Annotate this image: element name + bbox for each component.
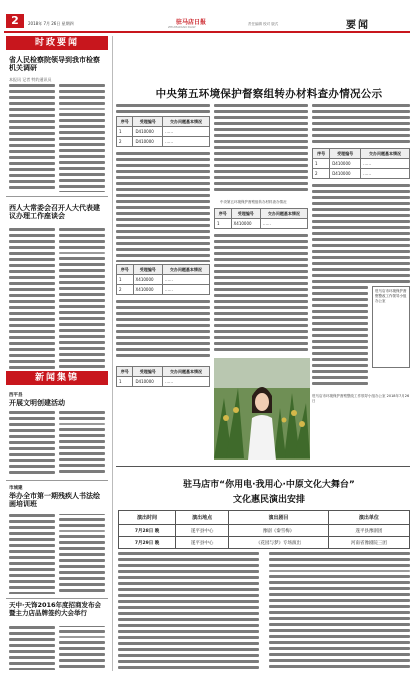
- banner-headline: 中央第五环境保护督察组转办材料查办情况公示: [155, 88, 383, 100]
- bottom-headline-1: 驻马店市“你用电·我用心·中原文化大舞台”: [183, 480, 355, 490]
- column-separator: [112, 36, 113, 671]
- page-number-badge: 2: [6, 14, 24, 28]
- table-5: 序号 受理编号 交办问题基本情况 1 D410000 …… 2 D410000 ……: [312, 148, 410, 179]
- story5-headline: 天中·天饰2016年度招商发布会暨主力店品牌签约大会举行: [9, 601, 102, 617]
- story1-byline: 本报讯 记者 特约通讯员: [9, 77, 52, 82]
- table-4-caption: 中央第五环境保护督察组转办材料查办情况: [220, 200, 287, 204]
- main-col-c: [312, 104, 410, 464]
- editor-line: 责任编辑 校对 版式: [248, 22, 279, 26]
- story3-kicker: 西平县: [9, 393, 23, 398]
- footer-note: 驻马店市环境保护督察整改工作领导小组办公室 2018年7月26日: [312, 394, 410, 403]
- section-name: 要闻: [346, 20, 370, 31]
- table-row: 7月28日 晚 遂平县中心 豫剧《秦雪梅》 遂平县豫剧团: [119, 525, 410, 537]
- table-header-row: 演出时间 演出地点 演出剧目 演出单位: [119, 511, 410, 525]
- section-title-news-digest: 新闻集锦: [6, 371, 108, 385]
- divider: [6, 480, 108, 481]
- date-line: 2018年 7月 26日 星期四: [28, 21, 74, 26]
- news-photo: [214, 358, 310, 460]
- story1-headline: 省人民检察院领导到我市检察机关调研: [9, 56, 100, 73]
- bottom-headline-2: 文化惠民演出安排: [232, 495, 305, 505]
- photo-image: [214, 358, 310, 460]
- masthead-en: ZHUMADIAN DAILY: [168, 25, 196, 29]
- table-1: 序号 受理编号 交办问题基本情况 1 D410000 …… 2 D410000 ……: [116, 116, 210, 147]
- page-header: [0, 8, 415, 32]
- notice-box: 驻马店市环境保护督察整改工作领导小组办公室: [372, 286, 410, 368]
- left-column: [6, 36, 108, 671]
- story4-body: [9, 514, 105, 594]
- bottom-body-text: [118, 552, 410, 670]
- table-2: 序号 受理编号 交办问题基本情况 1 X410000 …… 2 X410000 ……: [116, 264, 210, 295]
- masthead: 驻马店日报: [176, 19, 207, 26]
- story2-headline: 西人大常委会召开人大代表建议办理工作座谈会: [9, 204, 100, 221]
- story1-body: [9, 84, 105, 192]
- divider: [6, 598, 108, 599]
- divider: [6, 196, 108, 197]
- table-4: 序号 受理编号 交办问题基本情况 1 X410000 ……: [214, 208, 308, 229]
- section-divider: [116, 466, 410, 467]
- story4-kicker: 市城建: [9, 486, 23, 491]
- header-rule: [4, 31, 410, 33]
- performance-schedule-table: [118, 510, 410, 549]
- story4-headline: 举办全市第一期残疾人书法绘画培训班: [9, 492, 100, 509]
- story3-headline: 开展文明创建活动: [9, 399, 65, 407]
- story5-body: [9, 626, 105, 670]
- table-3: 序号 受理编号 交办问题基本情况 1 D410000 ……: [116, 366, 210, 387]
- table-row: 7月29日 晚 遂平县中心 《花园与梦》专场演出 河南省豫剧院三团: [119, 537, 410, 549]
- story2-body: [9, 228, 105, 370]
- story3-body: [9, 411, 105, 476]
- section-title-politics: 时政要闻: [6, 36, 108, 50]
- main-col-a: [116, 104, 210, 464]
